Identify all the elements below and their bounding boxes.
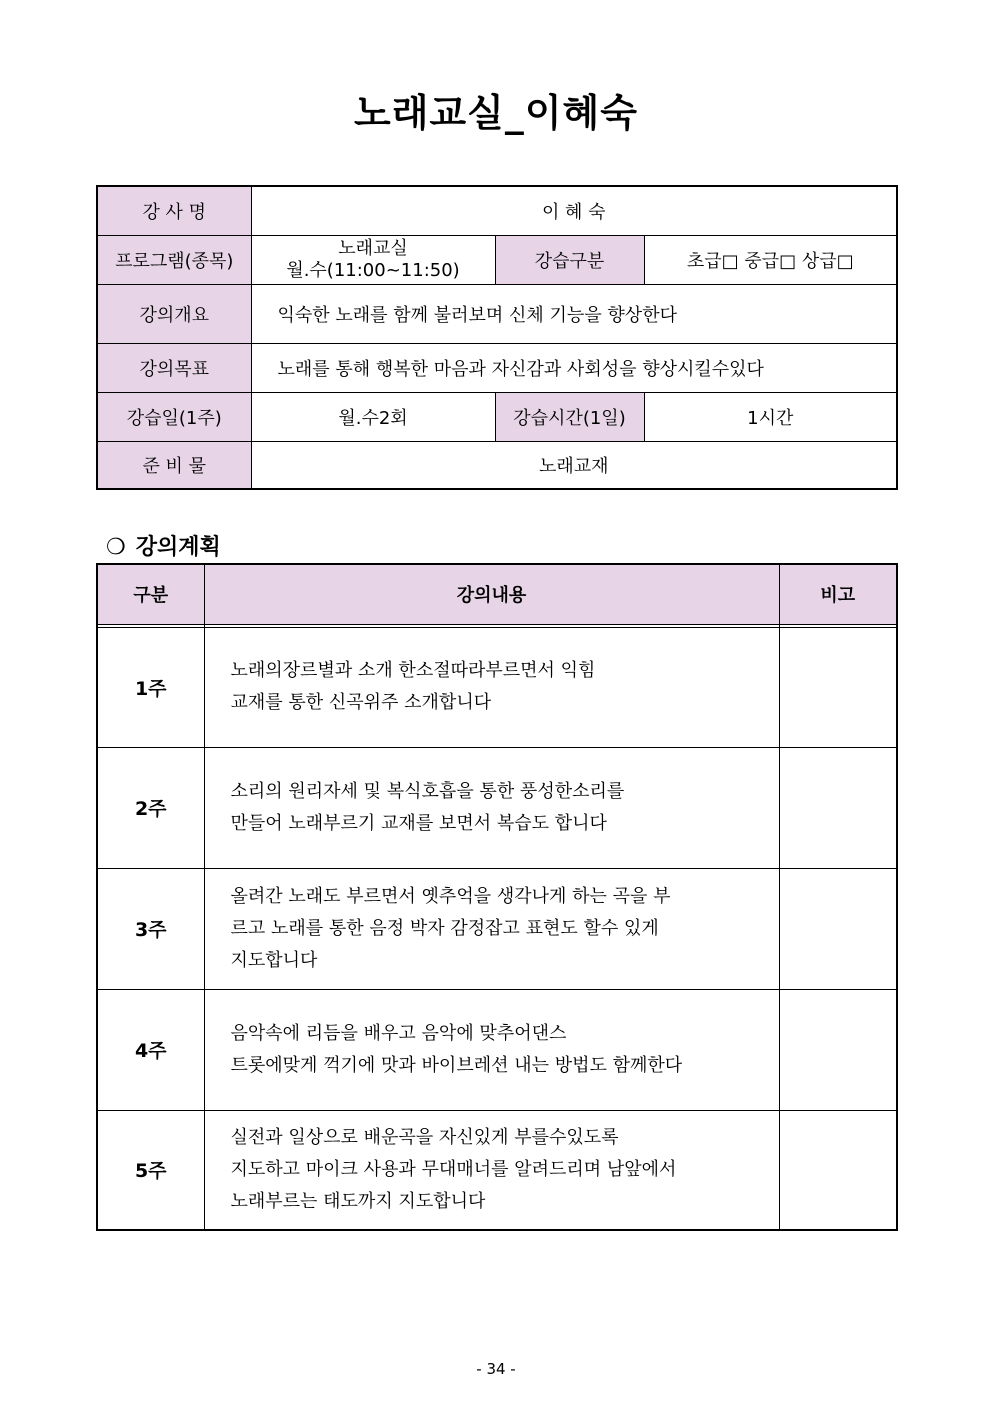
week-label: 5주 [97,1110,204,1230]
program-schedule: 월.수(11:00~11:50) [286,259,460,281]
time-label: 강습시간(1일) [495,392,644,441]
header-note: 비고 [779,564,897,624]
days-value: 월.수2회 [251,392,495,441]
overview-value: 익숙한 노래를 함께 불러보며 신체 기능을 향상한다 [251,284,897,343]
week-note [779,627,897,747]
goal-value: 노래를 통해 행복한 마음과 자신감과 사회성을 향상시킬수있다 [251,343,897,392]
week-note [779,1110,897,1230]
lesson-plan-table [96,563,898,1231]
week-content [204,868,779,989]
time-value: 1시간 [644,392,897,441]
program-name: 노래교실 [338,237,408,259]
week-label: 3주 [97,868,204,989]
table-row [97,989,897,1110]
week-label: 2주 [97,747,204,868]
level-label: 강습구분 [495,235,644,284]
instructor-row [97,186,897,235]
week-content [204,1110,779,1230]
program-value [251,235,495,284]
section-title: 강의계획 [135,535,221,560]
week-label: 1주 [97,627,204,747]
course-info-table [96,185,898,490]
content-line: 만들어 노래부르기 교재를 보면서 복습도 합니다 [230,812,607,834]
materials-value: 노래교재 [251,441,897,489]
page-number: - 34 - [476,1360,516,1378]
section-heading [106,530,221,561]
materials-row [97,441,897,489]
table-row [97,747,897,868]
program-row [97,235,897,284]
content-line: 소리의 원리자세 및 복식호흡을 통한 풍성한소리를 [230,780,625,802]
week-content [204,989,779,1110]
content-line: 르고 노래를 통한 음정 박자 감정잡고 표현도 할수 있게 [230,917,659,939]
content-line: 노래의장르별과 소개 한소절따라부르면서 익힘 [230,660,596,681]
content-line: 실전과 일상으로 배운곡을 자신있게 부를수있도록 [230,1126,619,1148]
page-title: 노래교실_이혜숙 [354,91,638,135]
week-label: 4주 [97,989,204,1110]
table-row [97,868,897,989]
table-row [97,627,897,747]
materials-label: 준 비 물 [97,441,251,489]
week-note [779,747,897,868]
instructor-value: 이 혜 숙 [251,186,897,235]
schedule-row [97,392,897,441]
header-content: 강의내용 [204,564,779,624]
content-line: 지도하고 마이크 사용과 무대매너를 알려드리며 남앞에서 [230,1158,677,1180]
content-line: 노래부르는 태도까지 지도합니다 [230,1190,486,1212]
week-note [779,868,897,989]
content-line: 올려간 노래도 부르면서 옛추억을 생각나게 하는 곡을 부 [230,885,671,907]
week-note [779,989,897,1110]
level-options: 초급□ 중급□ 상급□ [644,235,897,284]
plan-header-row [97,564,897,624]
instructor-label: 강 사 명 [97,186,251,235]
content-line: 지도합니다 [230,949,318,971]
circle-bullet-icon: ❍ [106,535,126,560]
content-line: 음악속에 리듬을 배우고 음악에 맞추어댄스 [230,1022,567,1044]
program-label: 프로그램(종목) [97,235,251,284]
overview-label: 강의개요 [97,284,251,343]
week-content [204,627,779,747]
goal-label: 강의목표 [97,343,251,392]
goal-row [97,343,897,392]
table-row [97,1110,897,1230]
content-line: 트롯에맞게 꺽기에 맛과 바이브레션 내는 방법도 함께한다 [230,1054,683,1076]
week-content [204,747,779,868]
overview-row [97,284,897,343]
content-line: 교재를 통한 신곡위주 소개합니다 [230,692,492,713]
days-label: 강습일(1주) [97,392,251,441]
header-week: 구분 [97,564,204,624]
